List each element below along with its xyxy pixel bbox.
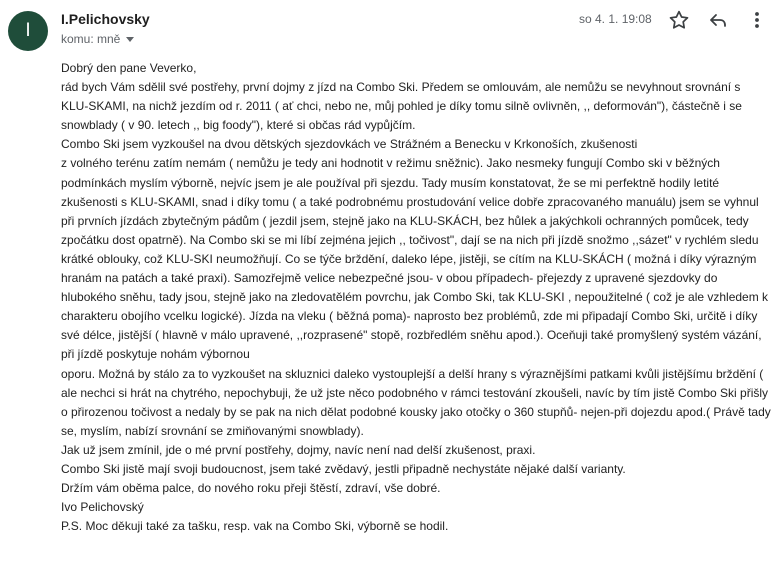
recipient-label: komu: mně [61,32,121,46]
avatar[interactable]: I [8,11,48,51]
reply-button[interactable] [706,8,730,32]
body-paragraph-summary: Jak už jsem zmínil, jde o mé první postřehy, dojmy, navíc není nad delší zkušenost, praxi. [61,442,536,457]
chevron-down-icon [126,37,134,42]
body-paragraph-greeting: Dobrý den pane Veverko, [61,61,197,75]
body-postscript: P.S. Moc děkuji také za tašku, resp. vak na Combo Ski, výborně se hodil. [61,519,449,534]
body-paragraph-intro: rád bych Vám sdělil své postřehy, první dojmy z jízd na Combo Ski. Předem se omlouvám, ale nemůžu se nevyhnout srovnání s KLU-SKAMI, na nichž jezdím od r. 2011 ( ať chci, nebo ne, můj pohled je díky tomu silně ovlivněn, ,, deformován"), částečně i se snowblady ( v 90. letech ,, big foody"), které si občas rád vypůjčím. [61,80,742,133]
more-vert-icon [745,8,769,32]
body-paragraph-testing: Combo Ski jsem vyzkoušel na dvou dětských sjezdovkách ve Strážném a Benecku v Krkonoších, zkušenosti [61,137,638,152]
body-signature: Ivo Pelichovský [61,500,144,515]
reply-icon [706,8,730,32]
more-options-button[interactable] [745,8,769,32]
star-icon [667,8,691,32]
message-date: so 4. 1. 19:08 [579,12,652,26]
body-paragraph-suggestions: oporu. Možná by stálo za to vyzkoušet na skluznici daleko vystouplejší a delší hrany s výraznějšími patkami kvůli jistějšímu brždění ( ale nechci si hrát na chytrého, nepochybuji, že už jste něco podobného v rámci testování zkoušeli, navíc by tím jistě Combo Ski přišly o přirozenou točivost a nedaly by se pak na nich dělat podobné kousky jako otočky o 360 stupňů- nejen-při dojezdu apod.( Právě tady se, myslím, nabízí srovnání se zmiňovanými snowblady). [61,366,771,438]
body-paragraph-future: Combo Ski jistě mají svoji budoucnost, jsem také zvědavý, jestli připadně nechystáte nějaké další varianty. [61,461,626,476]
sender-name[interactable]: I.Pelichovsky [61,11,150,27]
body-paragraph-wishes: Držím vám oběma palce, do nového roku přeji štěstí, zdraví, vše dobré. [61,481,441,496]
star-button[interactable] [667,8,691,32]
body-paragraph-impressions: z volného terénu zatím nemám ( nemůžu je tedy ani hodnotit v režimu sněžnic). Jako nesmeky fungují Combo ski v běžných podmínkách myslím výborně, nejvíc jsem je ale používal při sjezdu. Tady musím konstatovat, že se mi perfektně hodily letité zkušenosti s KLU-SKAMI, snad i díky tomu ( a také podrobnému prostudování velice dobře zpracovaného manuálu) jsem se vyhnul při prvních jízdách zbytečným pádům ( jezdil jsem, stejně jako na KLU-SKÁCH, bez hůlek a jakýchkoli ochranných pomůcek, tedy zpočátku dost opatrně). Na Combo ski se mi líbí zejména jejich ,, točivost", dají se na nich při jízdě snožmo ,,sázet" v rychlém sledu krátké oblouky, což KLU-SKI neumožňují. Co se týče brždění, daleko lépe, jistěji, se cítím na KLU-SKÁCH ( možná i díky výrazným hranám na patách a také praxi). Samozřejmě velice nebezpečné jsou- v obou případech- přejezdy z upravené sjezdovky do hlubokého sněhu, tady jsou, stejně jako na zledovatělém povrchu, jak Combo Ski, tak KLU-SKI , nepoužitelné ( což je ale vzhledem k charakteru obojího vcelku logické). Jízda na vleku ( běžná poma)- naprosto bez problémů, zde mi připadají Combo Ski, určitě i díky své délce, jistější ( hlavně v málo upravené, ,,rozprasené" stopě, rozbředlém sněhu apod.). Oceňuji také promyšlený systém vázání, při jízdě poskytuje nohám výbornou [61,156,769,362]
message-body [61,59,771,536]
recipient-details-toggle[interactable] [61,32,134,46]
